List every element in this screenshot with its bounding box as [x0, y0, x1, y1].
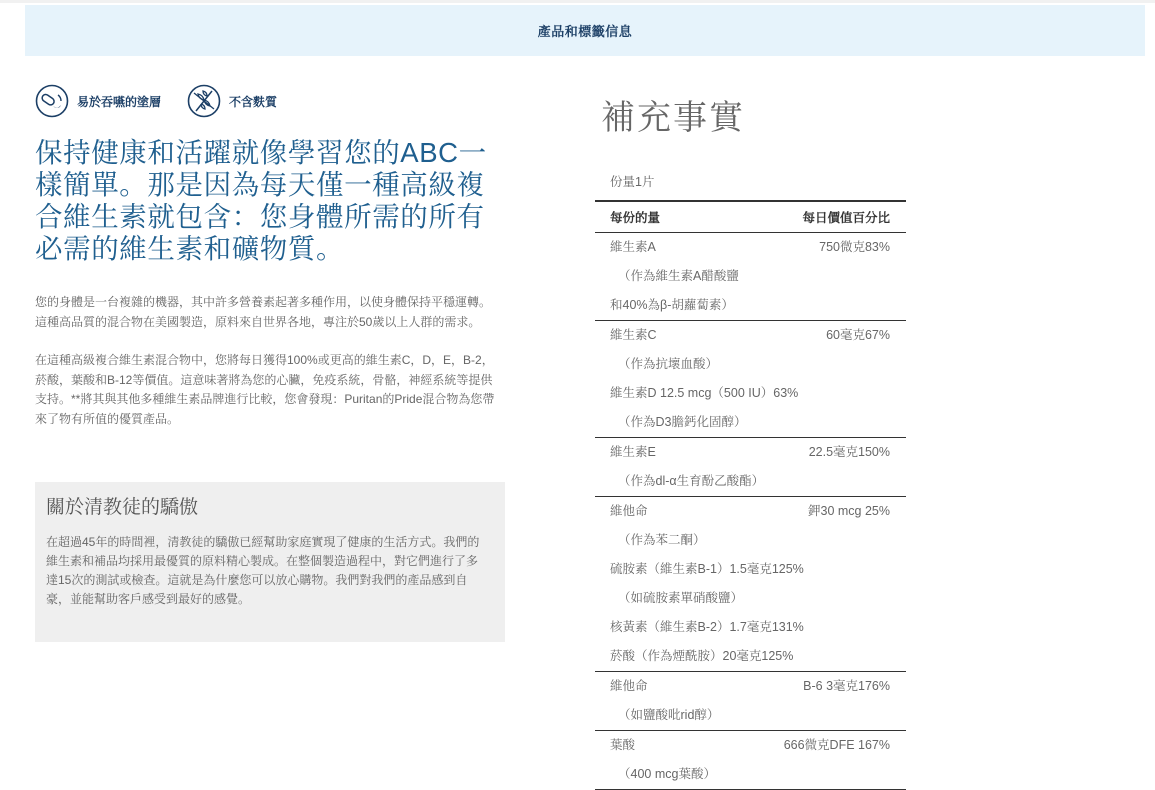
- badge-easy-swallow: [35, 84, 161, 118]
- facts-line: [595, 497, 906, 526]
- facts-line: [595, 262, 906, 291]
- facts-header-row: [595, 202, 906, 233]
- nutrient-label: 維生素A: [610, 240, 656, 254]
- description-paragraph: 您的身體是一台複雜的機器，其中許多營養素起著多種作用，以使身體保持平穩運轉。這種高品質的混合物在美國製造，原料來自世界各地，專注於50歲以上人群的需求。: [35, 295, 492, 329]
- facts-line: [595, 321, 906, 350]
- facts-line: [595, 408, 906, 437]
- facts-line: [595, 467, 906, 496]
- facts-line: [595, 379, 906, 408]
- about-title: 關於清教徒的驕傲: [46, 497, 199, 518]
- facts-group: [595, 672, 906, 731]
- nutrient-amount: 666微克DFE 167%: [783, 738, 890, 752]
- nutrient-amount: 鉀30 mcg 25%: [808, 504, 890, 518]
- nutrient-label: （作為抗壞血酸）: [618, 357, 719, 371]
- nutrient-label: 維他命: [610, 679, 648, 693]
- nutrient-label: 維生素E: [610, 445, 656, 459]
- nutrient-label: 核黃素（維生素B-2）1.7毫克131%: [610, 620, 804, 634]
- description-paragraph: 在這種高級複合維生素混合物中，您將每日獲得100%或更高的維生素C，D，E，B-2，菸酸，葉酸和B-12等價值。這意味著將為您的心臟，免疫系統，骨骼，神經系統等提供支持。**將其與其他多種維生素品牌進行比較，您會發現：Puritan的Pride混合物為您帶來了物有所值的優質產品。: [35, 353, 495, 426]
- nutrient-label: 葉酸: [610, 738, 636, 752]
- gluten-free-wheat-icon: [187, 84, 221, 118]
- facts-group: [595, 233, 906, 321]
- facts-rows: [595, 233, 906, 790]
- facts-group: [595, 438, 906, 497]
- facts-group: [595, 497, 906, 672]
- about-text: 在超過45年的時間裡，清教徒的驕傲已經幫助家庭實現了健康的生活方式。我們的維生素和補品均採用最優質的原料精心製成。在整個製造過程中，對它們進行了多達15次的測試或檢查。這就是為什麼您可以放心購物。我們對我們的產品感到自豪，並能幫助客戶感受到最好的感覺。: [46, 535, 480, 606]
- facts-line: [595, 760, 906, 789]
- facts-group: [595, 731, 906, 790]
- nutrient-label: （400 mcg葉酸）: [618, 767, 716, 781]
- nutrient-label: （作為dl-α生育酚乙酸酯）: [618, 474, 765, 488]
- header-amount: 每份的量: [610, 211, 661, 225]
- nutrient-label: （作為D3膽鈣化固醇）: [618, 415, 747, 429]
- easy-swallow-pill-icon: [35, 84, 69, 118]
- nutrient-amount: 60毫克67%: [826, 328, 890, 342]
- nutrient-label: （如鹽酸吡rid醇）: [618, 708, 720, 722]
- facts-line: [595, 438, 906, 467]
- about-panel: [35, 482, 505, 642]
- headline: 保持健康和活躍就像學習您的ABC一樣簡單。那是因為每天僅一種高級複合維生素就包含：您身體所需的所有必需的維生素和礦物質。: [35, 137, 487, 264]
- badge-label: 不含麩質: [229, 94, 278, 109]
- facts-line: [595, 555, 906, 584]
- nutrient-label: 和40%為β-胡蘿蔔素）: [610, 298, 734, 312]
- tab-product-label-info[interactable]: [25, 5, 1145, 56]
- facts-line: [595, 584, 906, 613]
- badge-gluten-free: [187, 84, 277, 118]
- facts-line: [595, 701, 906, 730]
- tab-label: 產品和標籤信息: [537, 24, 633, 39]
- facts-line: [595, 350, 906, 379]
- nutrient-label: 菸酸（作為煙酰胺）20毫克125%: [610, 649, 794, 663]
- product-description: [35, 83, 505, 429]
- facts-line: [595, 672, 906, 701]
- nutrient-amount: 750微克83%: [819, 240, 890, 254]
- feature-badges: [35, 83, 505, 119]
- nutrient-amount: 22.5毫克150%: [808, 445, 890, 459]
- facts-line: [595, 642, 906, 671]
- nutrient-amount: B-6 3毫克176%: [803, 679, 890, 693]
- facts-line: [595, 291, 906, 320]
- header-daily-value: 每日價值百分比: [802, 211, 890, 225]
- serving-size: 份量1片: [610, 175, 655, 189]
- nutrient-label: （作為維生素A醋酸鹽: [618, 269, 739, 283]
- nutrient-label: 硫胺素（維生素B-1）1.5毫克125%: [610, 562, 804, 576]
- nutrient-label: 維生素C: [610, 328, 657, 342]
- nutrient-label: （作為苯二酮）: [618, 533, 706, 547]
- top-divider: [0, 0, 1155, 3]
- nutrient-label: （如硫胺素單硝酸鹽）: [618, 591, 744, 605]
- facts-line: [595, 613, 906, 642]
- facts-line: [595, 526, 906, 555]
- facts-line: [595, 731, 906, 760]
- supplement-facts: [595, 90, 906, 790]
- facts-line: [595, 233, 906, 262]
- nutrient-label: 維生素D 12.5 mcg（500 IU）63%: [610, 386, 799, 400]
- badge-label: 易於吞嚥的塗層: [77, 94, 162, 109]
- facts-title: 補充事實: [601, 99, 745, 137]
- facts-table: [595, 200, 906, 790]
- nutrient-label: 維他命: [610, 504, 648, 518]
- facts-group: [595, 321, 906, 438]
